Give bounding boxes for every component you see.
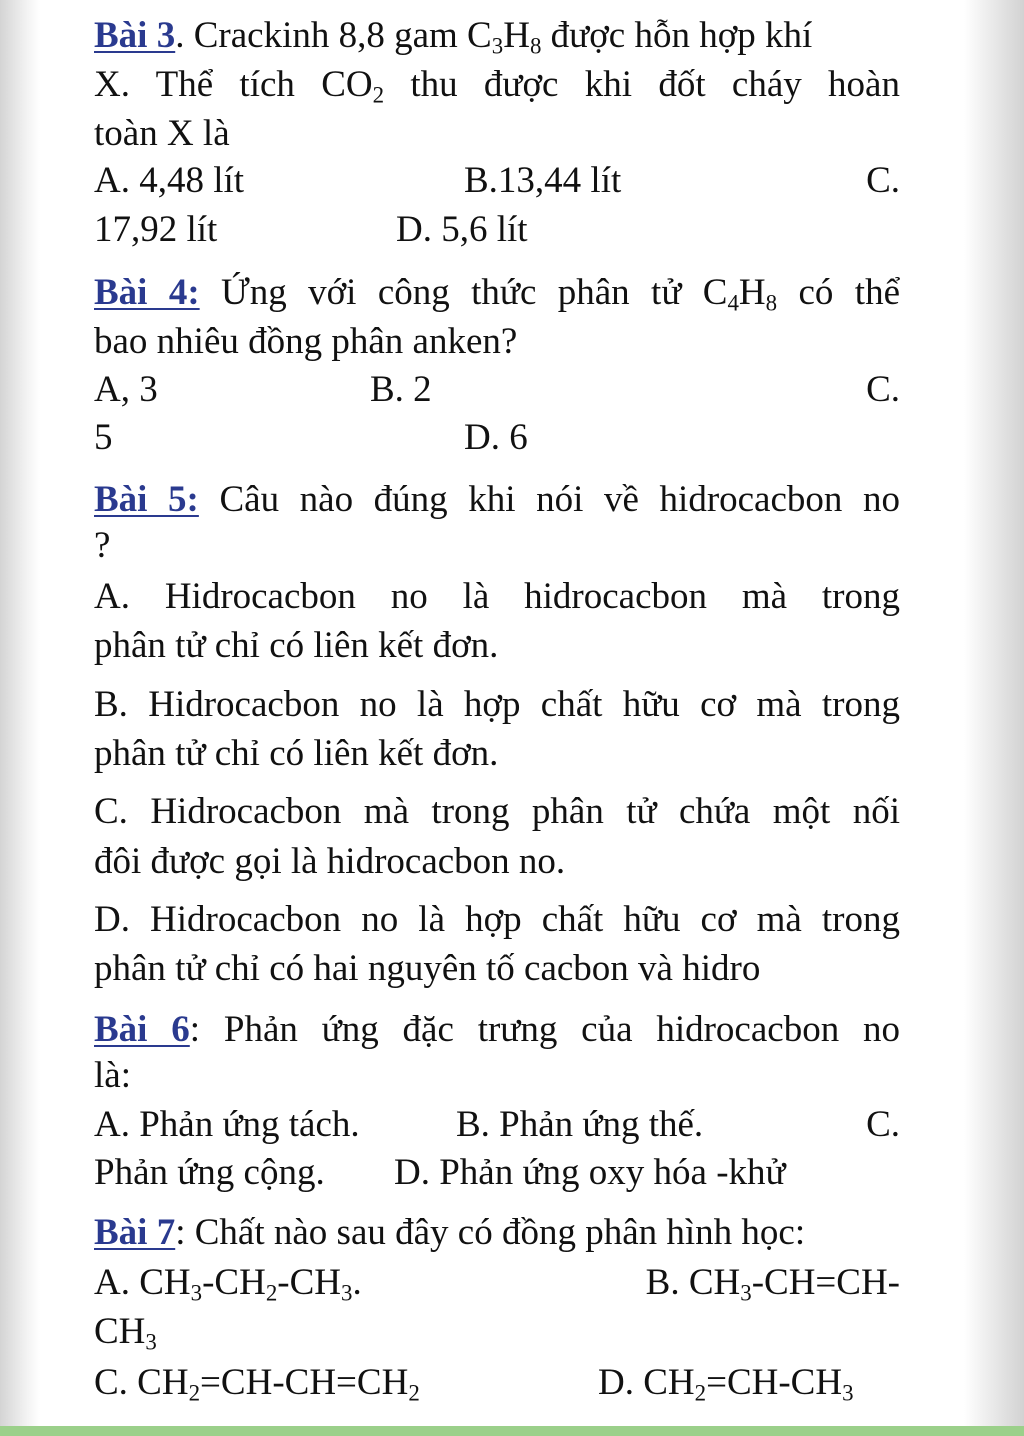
problem-7-option-d: D. $CH_2=CH-CH_3$ (598, 1362, 854, 1406)
problem-4-option-c-value: 5 (94, 417, 113, 458)
problem-7-heading: Bài 7 (94, 1212, 176, 1253)
problem-5-text-1: Câu nào đúng khi nói về hidrocacbon no (198, 479, 900, 520)
problem-5-option-b-line-2 (94, 728, 900, 780)
problem-3-options-row-2 (94, 204, 900, 256)
problem-5-option-a: A. Hidrocacbon no là hidrocacbon mà trong (94, 576, 900, 617)
problem-3-line-1 (94, 10, 900, 62)
problem-3-option-b: B.13,44 lít (464, 160, 622, 201)
problem-7-options-row-2 (94, 1306, 900, 1358)
problem-5-option-d-cont: phân tử chỉ có hai nguyên tố cacbon và hidro (94, 948, 761, 989)
problem-5-option-b: B. Hidrocacbon no là hợp chất hữu cơ mà trong (94, 684, 900, 725)
problem-6-option-c-value: Phản ứng cộng. (94, 1152, 325, 1193)
problem-5-line-1 (94, 474, 900, 526)
problem-5-option-c-line-1 (94, 786, 900, 838)
problem-5-option-d: D. Hidrocacbon no là hợp chất hữu cơ mà trong (94, 899, 900, 940)
left-page-shadow (0, 0, 40, 1436)
problem-4-text-2: bao nhiêu đồng phân anken? (94, 321, 518, 362)
problem-6-line-1 (94, 1004, 900, 1056)
problem-5-line-2 (94, 520, 900, 572)
right-page-shadow (964, 0, 1024, 1436)
problem-7-option-c: C. $CH_2=CH-CH=CH_2$ (94, 1362, 420, 1406)
problem-7-option-b: B. $CH_3-CH=CH-$ (645, 1262, 900, 1306)
problem-5-option-d-line-1 (94, 894, 900, 946)
problem-3-option-a: A. 4,48 lít (94, 160, 245, 201)
problem-5-heading: Bài 5: (94, 479, 199, 520)
problem-5-option-c: C. Hidrocacbon mà trong phân tử chứa một nối (94, 791, 900, 832)
problem-6-text-1: : Phản ứng đặc trưng của hidrocacbon no (189, 1009, 901, 1050)
problem-7-text-1: : Chất nào sau đây có đồng phân hình học: (175, 1212, 806, 1253)
problem-6-text-2: là: (94, 1055, 131, 1096)
problem-7-line-1 (94, 1207, 900, 1259)
problem-7-options-row-1 (94, 1257, 900, 1309)
problem-5-option-c-cont: đôi được gọi là hidrocacbon no. (94, 841, 566, 882)
problem-7-options-row-3 (94, 1357, 900, 1409)
problem-7-option-b-cont: $CH_3$ (94, 1311, 157, 1355)
problem-5-option-c-line-2 (94, 836, 900, 888)
problem-3-line-3 (94, 108, 900, 160)
problem-5-option-a-cont: phân tử chỉ có liên kết đơn. (94, 625, 499, 666)
problem-3-option-d: D. 5,6 lít (396, 209, 528, 250)
problem-7-option-a: A. $CH_3-CH_2-CH_3$. (94, 1262, 362, 1306)
problem-6-options-row-1 (94, 1099, 900, 1151)
problem-5-text-2: ? (94, 525, 111, 566)
problem-6-option-b: B. Phản ứng thế. (456, 1104, 704, 1145)
problem-4-options-row-2 (94, 412, 900, 464)
problem-4-line-2 (94, 316, 900, 368)
problem-4-option-b: B. 2 (370, 369, 432, 410)
problem-6-line-2 (94, 1050, 900, 1102)
problem-4-text-1: Ứng với công thức phân tử $C_4H_8$ có thể (199, 272, 900, 316)
problem-3-option-c-value: 17,92 lít (94, 209, 218, 250)
problem-4-options-row-1 (94, 364, 900, 416)
problem-5-option-d-line-2 (94, 943, 900, 995)
problem-3-text-3: toàn X là (94, 113, 230, 154)
problem-5-option-a-line-2 (94, 620, 900, 672)
problem-6-options-row-2 (94, 1147, 900, 1199)
problem-4-option-d: D. 6 (464, 417, 528, 458)
problem-6-option-c: C. (866, 1104, 900, 1145)
problem-6-heading: Bài 6 (94, 1009, 190, 1050)
problem-4-heading: Bài 4: (94, 272, 200, 313)
problem-5-option-b-line-1 (94, 679, 900, 731)
problem-5-option-b-cont: phân tử chỉ có liên kết đơn. (94, 733, 499, 774)
bottom-green-strip (0, 1426, 1024, 1436)
problem-4-line-1 (94, 267, 900, 319)
problem-4-option-a: A, 3 (94, 369, 158, 410)
problem-5-option-a-line-1 (94, 571, 900, 623)
problem-4-option-c: C. (866, 369, 900, 410)
problem-3-options-row-1 (94, 155, 900, 207)
problem-3-line-2 (94, 59, 900, 111)
problem-6-option-d: D. Phản ứng oxy hóa -khử (394, 1152, 786, 1193)
problem-6-option-a: A. Phản ứng tách. (94, 1104, 360, 1145)
problem-3-text-2: X. Thể tích $CO_2$ thu được khi đốt cháy hoàn (94, 64, 900, 108)
problem-3-heading: Bài 3 (94, 15, 176, 56)
problem-3-text-1: . Crackinh 8,8 gam $C_3H_8$ được hỗn hợp khí (175, 15, 813, 59)
problem-3-option-c: C. (866, 160, 900, 201)
